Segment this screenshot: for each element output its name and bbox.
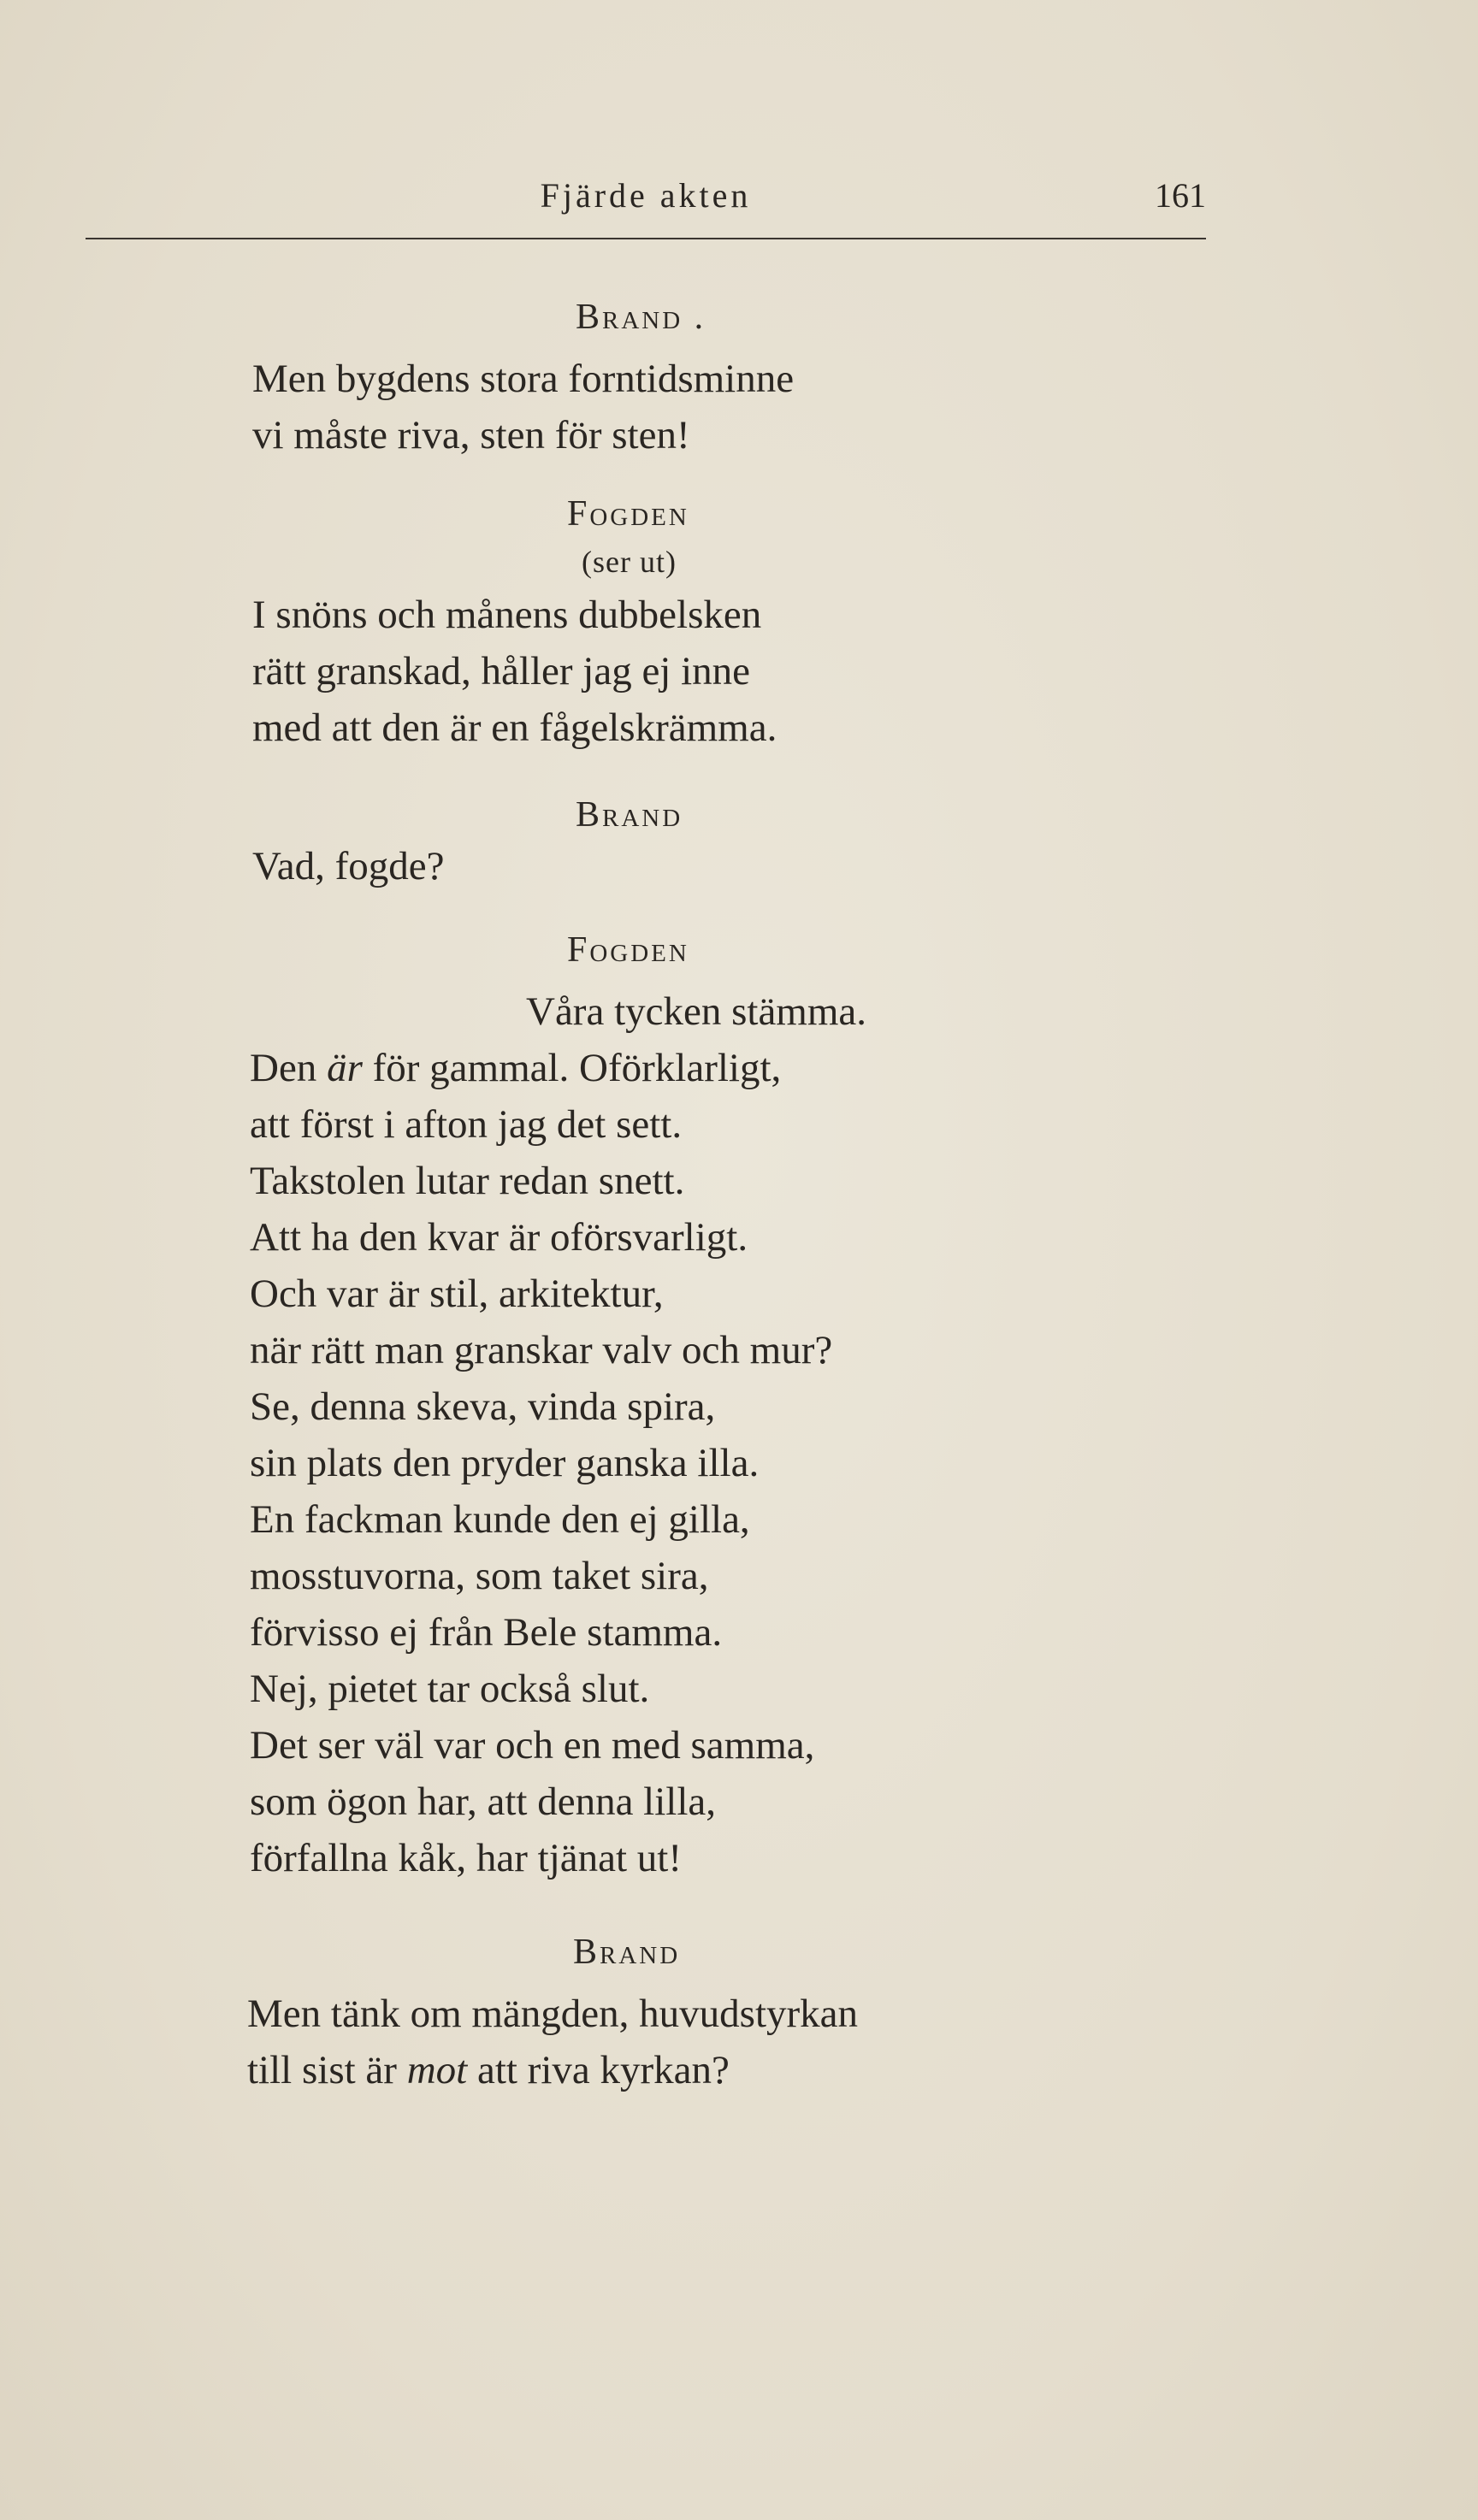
verse-line: Men bygdens stora forntidsminne <box>252 357 795 401</box>
verse-line: förfallna kåk, har tjänat ut! <box>250 1836 683 1880</box>
verse-line: till sist är mot att riva kyrkan? <box>247 2048 730 2092</box>
verse-line: Men tänk om mängden, huvudstyrkan <box>247 1992 859 2036</box>
running-title: Fjärde akten <box>540 176 752 215</box>
speaker-name: Brand <box>573 1933 681 1972</box>
verse-line: Att ha den kvar är oförsvarligt. <box>250 1215 748 1260</box>
verse-line: mosstuvorna, som taket sira, <box>250 1554 709 1598</box>
stage-direction: (ser ut) <box>582 545 677 579</box>
verse-line: sin plats den pryder ganska illa. <box>250 1441 760 1485</box>
verse-line: Takstolen lutar redan snett. <box>250 1159 685 1203</box>
verse-line: Nej, pietet tar också slut. <box>250 1667 650 1711</box>
verse-line: I snöns och månens dubbelsken <box>252 593 762 637</box>
verse-line: som ögon har, att denna lilla, <box>250 1779 717 1824</box>
verse-line: rätt granskad, håller jag ej inne <box>252 649 751 693</box>
verse-line: förvisso ej från Bele stamma. <box>250 1610 723 1655</box>
speaker-name: Brand <box>576 795 683 835</box>
verse-line: Den är för gammal. Oförklarligt, <box>250 1046 782 1090</box>
page-header <box>86 175 1206 244</box>
speaker-name: Fogden <box>567 930 689 970</box>
verse-line: vi måste riva, sten för sten! <box>252 413 690 457</box>
verse-line: Våra tycken stämma. <box>526 989 867 1034</box>
speaker-name: Fogden <box>567 494 689 534</box>
speaker-name: Brand . <box>576 298 706 337</box>
verse-line: Och var är stil, arkitektur, <box>250 1272 664 1316</box>
verse-line: Vad, fogde? <box>252 844 445 888</box>
verse-line: att först i afton jag det sett. <box>250 1102 683 1147</box>
header-rule <box>86 238 1206 239</box>
verse-line: när rätt man granskar valv och mur? <box>250 1328 833 1372</box>
verse-line: med att den är en fågelskrämma. <box>252 705 777 750</box>
verse-line: En fackman kunde den ej gilla, <box>250 1497 750 1542</box>
verse-line: Det ser väl var och en med samma, <box>250 1723 815 1768</box>
verse-line: Se, denna skeva, vinda spira, <box>250 1384 716 1429</box>
page-number: 161 <box>1155 176 1206 215</box>
